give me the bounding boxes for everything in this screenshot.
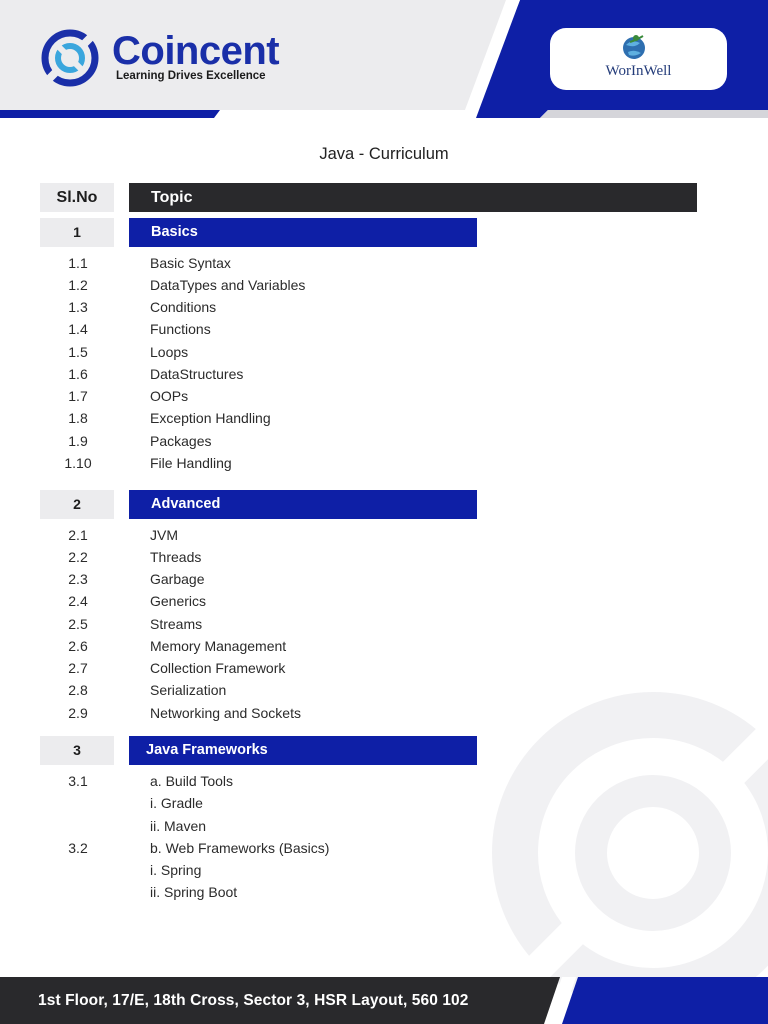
item-number: 1.1 (68, 255, 88, 271)
item-number: 1.3 (68, 299, 88, 315)
list-item (0, 452, 768, 474)
section-number: 2 (40, 490, 114, 519)
item-number: 1.9 (68, 433, 88, 449)
item-number: 2.5 (68, 616, 88, 632)
item-topic: a. Build Tools (150, 773, 234, 789)
list-item (0, 524, 768, 546)
item-number: 2.7 (68, 660, 88, 676)
list-item (0, 568, 768, 590)
item-number: 1.6 (68, 366, 88, 382)
item-topic: ii. Spring Boot (150, 884, 238, 900)
item-number: 2.8 (68, 682, 88, 698)
item-topic: Streams (150, 616, 203, 632)
column-header-topic: Topic (129, 183, 697, 212)
item-topic: DataStructures (150, 366, 244, 382)
item-topic: Basic Syntax (150, 255, 231, 271)
item-number: 1.10 (64, 455, 92, 471)
item-topic: Exception Handling (150, 410, 271, 426)
list-item (0, 546, 768, 568)
list-item (0, 792, 768, 814)
item-topic: i. Gradle (150, 795, 203, 811)
partner-logo-box (550, 28, 727, 90)
item-topic: Generics (150, 593, 207, 609)
brand-tagline: Learning Drives Excellence (116, 70, 266, 82)
item-number: 2.2 (68, 549, 88, 565)
list-item (0, 657, 768, 679)
item-number: 2.6 (68, 638, 88, 654)
list-item (0, 318, 768, 340)
list-item (0, 881, 768, 903)
item-topic: ii. Maven (150, 818, 207, 834)
item-number: 1.2 (68, 277, 88, 293)
list-item (0, 590, 768, 612)
item-topic: Functions (150, 321, 211, 337)
item-number: 3.1 (68, 773, 88, 789)
item-number: 1.5 (68, 344, 88, 360)
section-title: Basics (129, 218, 477, 247)
item-number: 1.4 (68, 321, 88, 337)
list-item (0, 296, 768, 318)
list-item (0, 274, 768, 296)
item-topic: Conditions (150, 299, 217, 315)
item-number: 1.8 (68, 410, 88, 426)
list-item (0, 385, 768, 407)
footer-address: 1st Floor, 17/E, 18th Cross, Sector 3, HSR Layout, 560 102 (38, 992, 469, 1009)
item-topic: File Handling (150, 455, 232, 471)
item-topic: Collection Framework (150, 660, 286, 676)
item-topic: b. Web Frameworks (Basics) (150, 840, 330, 856)
item-number: 1.7 (68, 388, 88, 404)
list-item (0, 770, 768, 792)
item-number: 3.2 (68, 840, 88, 856)
list-item (0, 407, 768, 429)
item-topic: Loops (150, 344, 189, 360)
item-topic: DataTypes and Variables (150, 277, 306, 293)
item-topic: Serialization (150, 682, 227, 698)
item-topic: Packages (150, 433, 212, 449)
list-item (0, 341, 768, 363)
item-topic: JVM (150, 527, 178, 543)
section-title: Java Frameworks (129, 736, 477, 765)
list-item (0, 837, 768, 859)
list-item (0, 815, 768, 837)
coincent-logo-icon (40, 28, 100, 88)
list-item (0, 702, 768, 724)
item-topic: Garbage (150, 571, 205, 587)
document-title: Java - Curriculum (319, 145, 449, 163)
column-header-sl-no: Sl.No (40, 183, 114, 212)
item-topic: Threads (150, 549, 202, 565)
item-number: 2.1 (68, 527, 88, 543)
list-item (0, 635, 768, 657)
globe-person-icon (616, 33, 654, 61)
item-topic: Memory Management (150, 638, 287, 654)
section-number: 3 (40, 736, 114, 765)
list-item (0, 613, 768, 635)
brand-name: Coincent (112, 29, 280, 73)
section-number: 1 (40, 218, 114, 247)
item-topic: OOPs (150, 388, 189, 404)
item-topic: i. Spring (150, 862, 202, 878)
list-item (0, 363, 768, 385)
item-number: 2.9 (68, 705, 88, 721)
list-item (0, 859, 768, 881)
partner-name: WorInWell (605, 63, 672, 79)
item-number: 2.3 (68, 571, 88, 587)
list-item (0, 430, 768, 452)
page-header (0, 0, 768, 118)
section-title: Advanced (129, 490, 477, 519)
list-item (0, 679, 768, 701)
list-item (0, 252, 768, 274)
item-topic: Networking and Sockets (150, 705, 301, 721)
item-number: 2.4 (68, 593, 88, 609)
